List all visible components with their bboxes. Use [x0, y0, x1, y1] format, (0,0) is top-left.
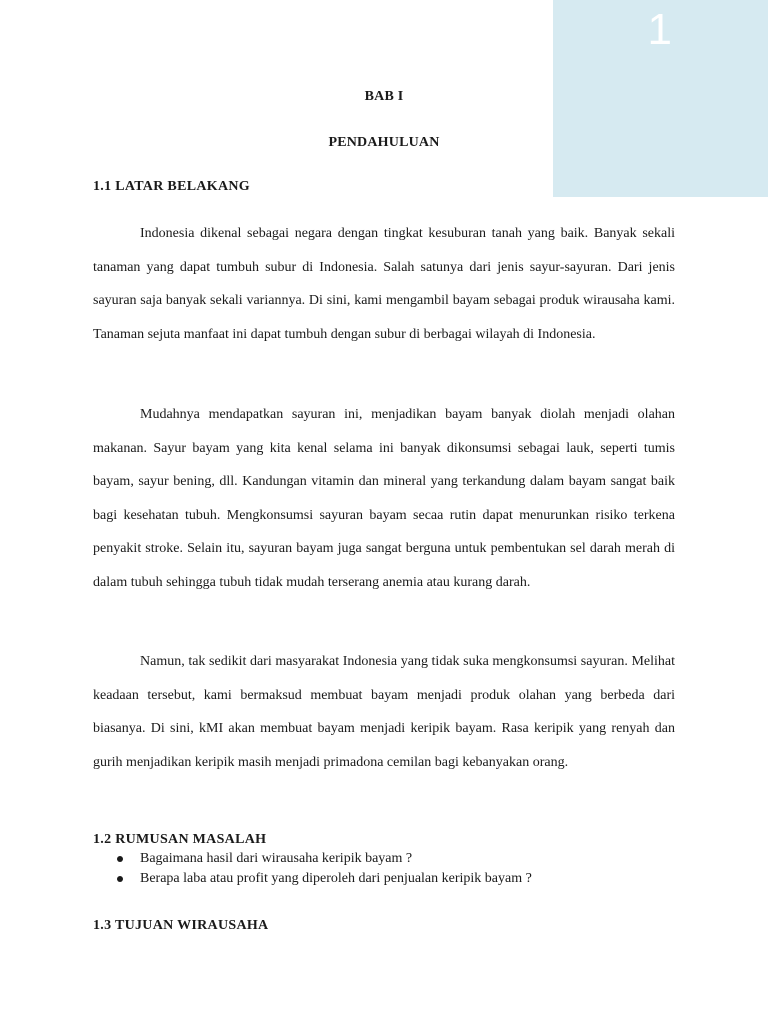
paragraph-2: Mudahnya mendapatkan sayuran ini, menjadikan bayam banyak diolah menjadi olahan makanan. Sayur bayam yang kita kenal selama ini banyak dikonsumsi sebagai lauk, seperti tumis bayam, sayur bening, dll. Kandungan vitamin dan mineral yang terkandung dalam bayam sangat baik bagi kesehatan tubuh. Mengkonsumsi sayuran bayam secaa rutin dapat menurunkan risiko terkena penyakit stroke. Selain itu, sayuran bayam juga sangat berguna untuk pembentukan sel darah merah di dalam tubuh sehingga tubuh tidak mudah terserang anemia atau kurang darah.: [93, 407, 675, 590]
section-heading-rumusan-masalah: 1.2 RUMUSAN MASALAH: [93, 832, 267, 847]
list-item: [93, 849, 675, 869]
bullet-icon: [117, 876, 123, 882]
paragraph-3: Namun, tak sedikit dari masyarakat Indonesia yang tidak suka mengkonsumsi sayuran. Melihat keadaan tersebut, kami bermaksud membuat bayam menjadi produk olahan yang berbeda dari biasanya. Di sini, kMI akan membuat bayam menjadi keripik bayam. Rasa keripik yang renyah dan gurih menjadikan keripik masih menjadi primadona cemilan bagi kebanyakan orang.: [93, 654, 675, 770]
section-heading-latar-belakang: 1.1 LATAR BELAKANG: [93, 179, 250, 194]
section-heading-tujuan-wirausaha: 1.3 TUJUAN WIRAUSAHA: [93, 918, 269, 933]
paragraph-1: Indonesia dikenal sebagai negara dengan tingkat kesuburan tanah yang baik. Banyak sekali tanaman yang dapat tumbuh subur di Indonesia. Salah satunya dari jenis sayur-sayuran. Dari jenis sayuran saja banyak sekali variannya. Di sini, kami mengambil bayam sebagai produk wirausaha kami. Tanaman sejuta manfaat ini dapat tumbuh dengan subur di berbagai wilayah di Indonesia.: [93, 226, 675, 342]
page-number: 1: [647, 5, 672, 54]
problem-list: [93, 849, 675, 889]
list-item-text: Berapa laba atau profit yang diperoleh dari penjualan keripik bayam ?: [140, 871, 532, 886]
chapter-label: BAB I: [364, 89, 404, 104]
chapter-title: PENDAHULUAN: [328, 135, 440, 150]
bullet-icon: [117, 856, 123, 862]
list-item-text: Bagaimana hasil dari wirausaha keripik bayam ?: [140, 851, 413, 866]
list-item: [93, 869, 675, 889]
